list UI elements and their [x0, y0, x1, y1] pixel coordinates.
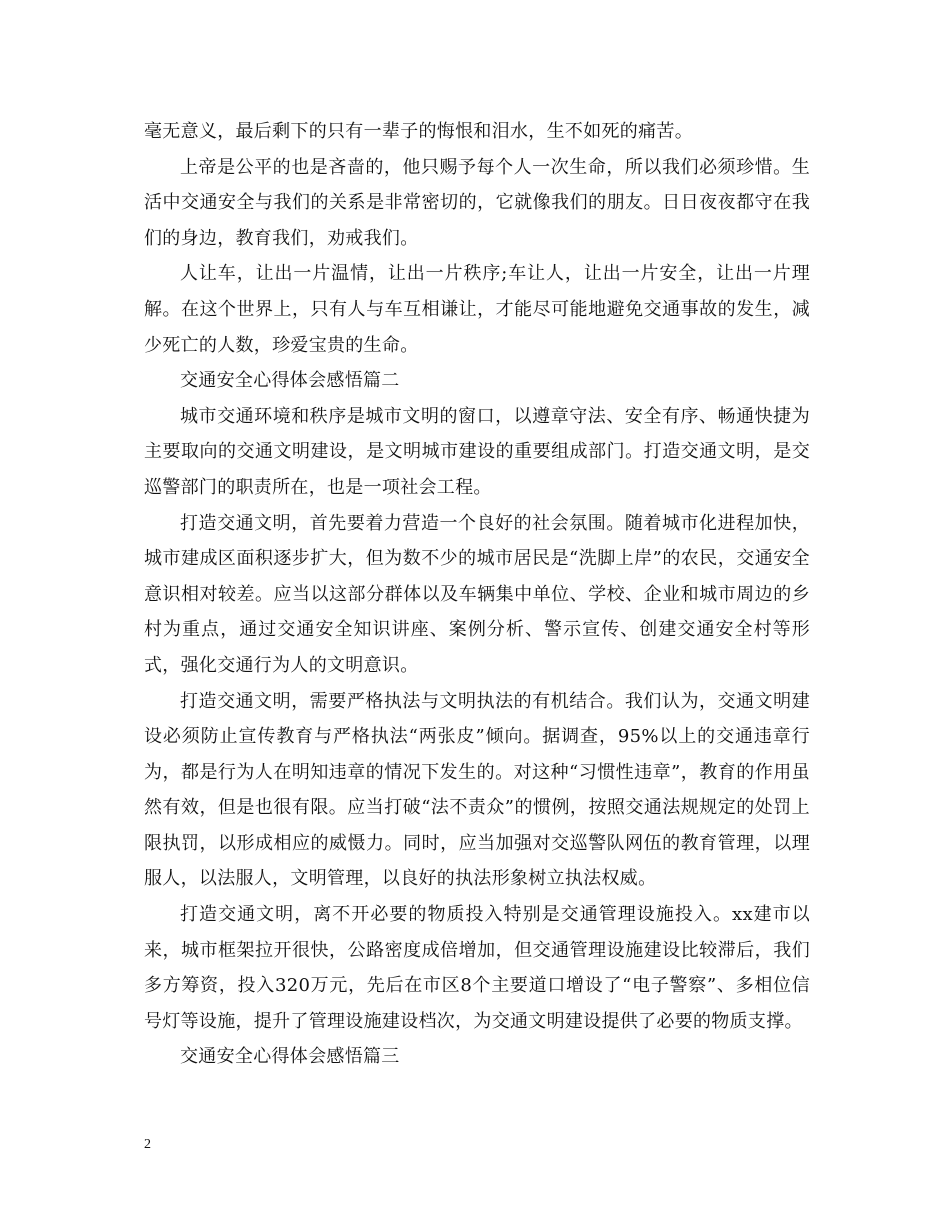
page-number: 2: [144, 1137, 151, 1152]
paragraph: 上帝是公平的也是吝啬的，他只赐予每个人一次生命，所以我们必须珍惜。生活中交通安全与我们的关系是非常密切的，它就像我们的朋友。日日夜夜都守在我们的身边，教育我们，劝戒我们。: [144, 156, 810, 249]
paragraph-continuation: 毫无意义，最后剩下的只有一辈子的悔恨和泪水，生不如死的痛苦。: [144, 121, 693, 142]
section-heading: 交通安全心得体会感悟篇二: [180, 370, 400, 392]
paragraph: 人让车，让出一片温情，让出一片秩序;车让人，让出一片安全，让出一片理解。在这个世界上，只有人与车互相谦让，才能尽可能地避免交通事故的发生，减少死亡的人数，珍爱宝贵的生命。: [144, 263, 810, 356]
paragraph: 打造交通文明，离不开必要的物质投入特别是交通管理设施投入。xx建市以来，城市框架拉开很快，公路密度成倍增加，但交通管理设施建设比较滞后，我们多方筹资，投入320万元，先后在市区8个主要道口增设了“电子警察”、多相位信号灯等设施，提升了管理设施建设档次，为交通文明建设提供了必要的物质支撑。: [144, 904, 810, 1032]
document-body: [144, 114, 810, 1075]
section-heading: 交通安全心得体会感悟篇三: [180, 1046, 400, 1068]
paragraph: 打造交通文明，需要严格执法与文明执法的有机结合。我们认为，交通文明建设必须防止宣传教育与严格执法“两张皮”倾向。据调查，95%以上的交通违章行为，都是行为人在明知违章的情况下发生的。对这种“习惯性违章”，教育的作用虽然有效，但是也很有限。应当打破“法不责众”的惯例，按照交通法规规定的处罚上限执罚，以形成相应的威慑力。同时，应当加强对交巡警队网伍的教育管理，以理服人，以法服人，文明管理，以良好的执法形象树立执法权威。: [144, 690, 810, 890]
paragraph: 打造交通文明，首先要着力营造一个良好的社会氛围。随着城市化进程加快，城市建成区面积逐步扩大，但为数不少的城市居民是“洗脚上岸”的农民，交通安全意识相对较差。应当以这部分群体以及车辆集中单位、学校、企业和城市周边的乡村为重点，通过交通安全知识讲座、案例分析、警示宣传、创建交通安全村等形式，强化交通行为人的文明意识。: [144, 512, 810, 676]
paragraph: 城市交通环境和秩序是城市文明的窗口，以遵章守法、安全有序、畅通快捷为主要取向的交通文明建设，是文明城市建设的重要组成部门。打造交通文明，是交巡警部门的职责所在，也是一项社会工程。: [144, 405, 810, 498]
